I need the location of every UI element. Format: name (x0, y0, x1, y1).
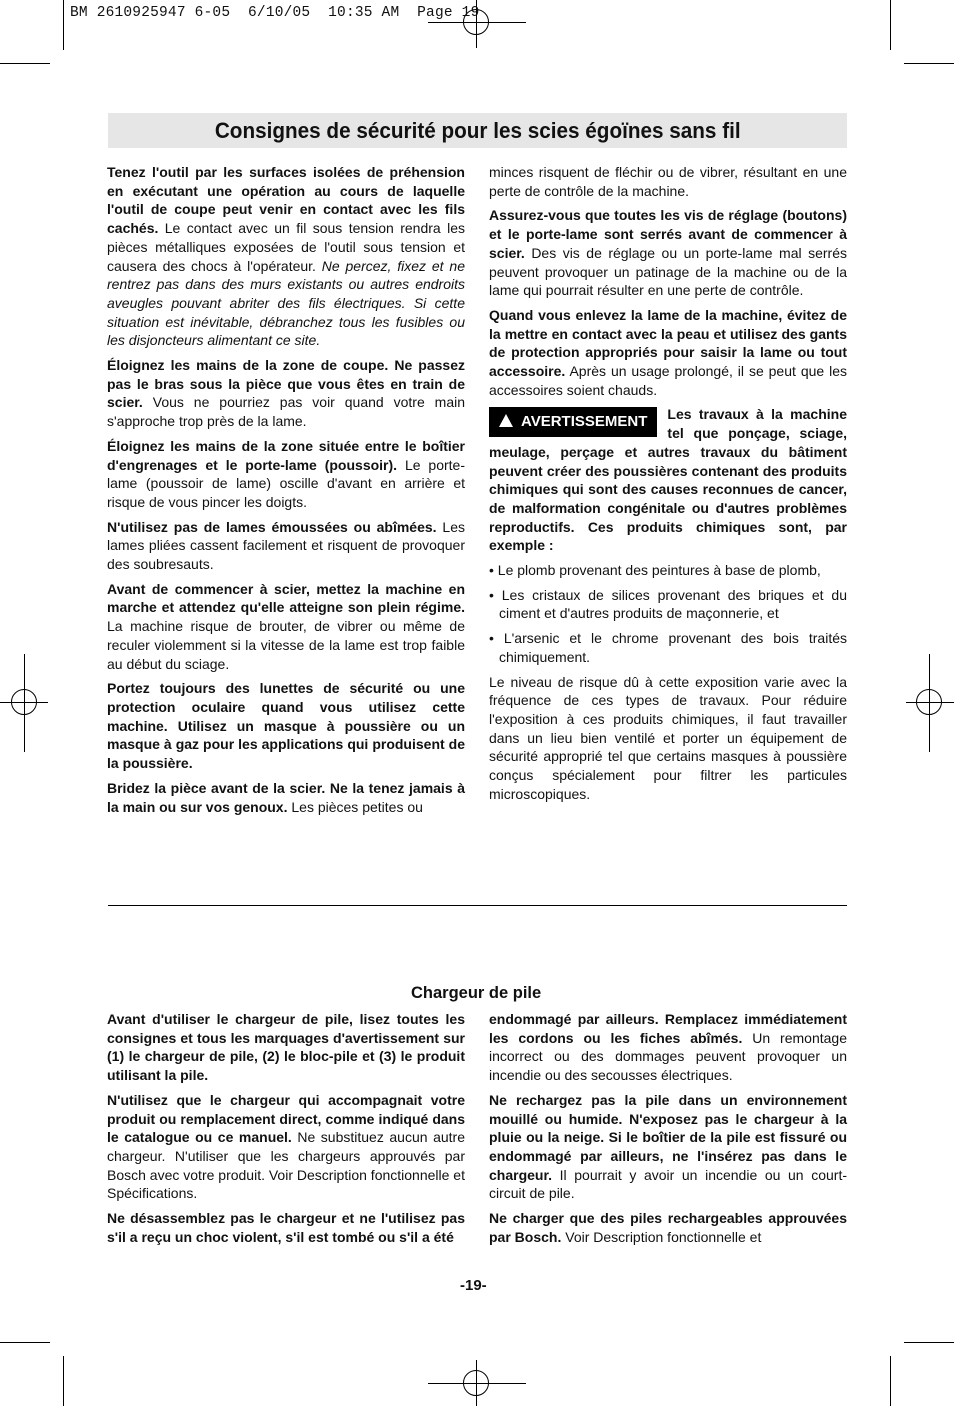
page-number: -19- (460, 1277, 487, 1294)
list-item: • Le plomb provenant des peintures à base de plomb, (489, 562, 821, 579)
paragraph (489, 1209, 847, 1246)
para-bold: Éloignez les mains de la zone située entre le boîtier d'engrenages et le porte-lame (poussoir). (107, 437, 465, 473)
warning-badge (489, 407, 657, 437)
paragraph (107, 518, 465, 574)
paragraph (489, 1010, 847, 1085)
para-bold: Ne charger que des piles rechargeables approuvées par Bosch. (489, 1210, 847, 1245)
paragraph (489, 206, 847, 300)
para-bold: Bridez la pièce avant de la scier. Ne la tenez jamais à la main ou sur vos genoux. (107, 779, 465, 815)
bottom-right-column (489, 1010, 847, 1252)
crop-mark (63, 0, 64, 50)
para-bold: Tenez l'outil par les surfaces isolées de préhension en exécutant une opération au cours de laquelle l'outil de coupe peut venir en contact avec les fils cachés. (107, 164, 465, 237)
section-heading: Chargeur de pile (411, 984, 542, 1002)
list-item: • L'arsenic et le chrome provenant des bois traités chimiquement. (489, 630, 847, 665)
paragraph (107, 580, 465, 674)
para-bold: Portez toujours des lunettes de sécurité ou une protection oculaire quand vous utilisez cette machine. Utilisez un masque à poussière ou un masque à gaz pour les applications qui produisent de la poussière. (107, 680, 465, 772)
para-text: Après un usage prolongé, il se peut que les accessoires soient chauds. (489, 363, 847, 398)
list-item: • Les cristaux de silices provenant des briques et du ciment et d'autres produits de maçonnerie, et (489, 586, 847, 622)
bottom-left-column (107, 1010, 465, 1252)
warning-triangle-icon (499, 414, 513, 427)
para-text: La machine risque de brouter, de vibrer ou même de reculer violemment si la vitesse de la lame est trop faible au début du sciage. (107, 618, 465, 672)
warning-text: Les travaux à la machine tel que ponçage, sciage, meulage, perçage et autres travaux du bâtiment peuvent créer des poussières contenant des produits chimiques qui sont des causes reconnues de cancer, de malformation congénitale ou d'autres problèmes reproductifs. Ces produits chimiques sont, par exemple : (489, 406, 847, 554)
para-bold: N'utilisez que le chargeur qui accompagnait votre produit ou remplacement direct, comme indiqué dans le catalogue ou ce manuel. (107, 1091, 465, 1146)
warning-label: AVERTISSEMENT (521, 413, 648, 431)
crop-mark (63, 1356, 64, 1406)
para-text: Voir Description fonctionnelle et (561, 1228, 762, 1245)
para-bold: Avant d'utiliser le chargeur de pile, lisez toutes les consignes et tous les marquages d'avertissement sur (1) le chargeur de pile, (2) le bloc-pile et (3) le produit utilisant la pile. (107, 1011, 465, 1084)
crop-mark (904, 1342, 954, 1343)
crop-mark (0, 63, 50, 64)
para-bold: Éloignez les mains de la zone de coupe. Ne passez pas le bras sous la pièce que vous êtes en train de scier. (107, 357, 465, 411)
para-text: Des vis de réglage ou un porte-lame mal serrés peuvent provoquer un patinage de la machine ou de la lame qui pourrait résulter en une perte de contrôle. (489, 244, 847, 299)
paragraph: minces risquent de fléchir ou de vibrer, résultant en une perte de contrôle de la machine. (489, 164, 847, 199)
para-bold: Ne désassemblez pas le chargeur et ne l'utilisez pas s'il a reçu un choc violent, s'il est tombé ou s'il a été (107, 1210, 465, 1245)
section-divider (108, 905, 847, 906)
crop-mark (904, 63, 954, 64)
para-bold: endommagé par ailleurs. Remplacez immédiatement les cordons ou les fiches abîmés. (489, 1011, 847, 1046)
para-text: Les lames pliées cassent facilement et risquent de provoquer des soubresauts. (107, 518, 466, 573)
crop-mark (890, 1356, 891, 1406)
para-text: Le contact avec un fil sous tension rendra les pièces métalliques exposées de l'outil sous tension et causera des chocs à l'opérateur. (107, 220, 465, 274)
registration-circle (463, 1370, 489, 1396)
paragraph (107, 779, 465, 816)
para-text: Vous ne pourriez pas voir quand votre main s'approche trop près de la lame. (107, 394, 465, 430)
title-bar (108, 113, 847, 148)
paragraph (107, 163, 465, 350)
paragraph (489, 306, 847, 400)
para-text: Le porte-lame (poussoir de lame) oscille d'avant en arrière et risque de vous pincer les doigts. (107, 456, 465, 510)
right-column (489, 163, 847, 810)
para-bold: Assurez-vous que toutes les vis de réglage (boutons) et le porte-lame sont serrés avant de commencer à scier. (489, 207, 847, 261)
para-bold: Quand vous enlevez la lame de la machine, évitez de la mettre en contact avec la peau et utilisez des gants de protection appropriés pour saisir la lame ou tout accessoire. (489, 306, 847, 380)
paragraph (107, 1209, 465, 1246)
crop-mark (890, 0, 891, 50)
paragraph (107, 356, 465, 431)
registration-circle (916, 689, 942, 715)
warning-paragraph (489, 405, 847, 555)
left-column (107, 163, 465, 822)
paragraph (107, 1010, 465, 1085)
para-text: Il pourrait y avoir un incendie ou un court-circuit de pile. (489, 1166, 847, 1202)
para-bold: Avant de commencer à scier, mettez la machine en marche et attendez qu'elle atteigne son plein régime. (107, 580, 465, 616)
para-text: Les pièces petites ou (287, 798, 423, 815)
para-italic: Ne percez, fixez et ne rentrez pas dans des murs existants ou autres endroits aveugles pouvant abriter des fils électriques. Si cette situation est inévitable, débranchez tous les fusibles ou les disjoncteurs alimentant ce site. (107, 257, 465, 349)
para-bold: Ne rechargez pas la pile dans un environnement mouillé ou humide. N'exposez pas le chargeur à la pluie ou la neige. Si le boîtier de la pile est fissuré ou endommagé par ailleurs, ne l'insérez pas dans le chargeur. (489, 1091, 847, 1183)
paragraph (489, 1091, 847, 1203)
crop-mark (0, 1342, 50, 1343)
para-bold: N'utilisez pas de lames émoussées ou abîmées. (107, 518, 437, 535)
print-slug: BM 2610925947 6-05 6/10/05 10:35 AM Page 19 (70, 5, 480, 21)
paragraph: Le niveau de risque dû à cette exposition varie avec la fréquence de ces types de travaux. Pour réduire l'exposition à ces produits chimiques, il faut travailler dans un lieu bien ventilé et porter un équipement de sécurité approprié tel que certains masques à poussière conçus spécialement pour filtrer les particules microscopiques. (489, 673, 847, 802)
registration-circle (11, 689, 37, 715)
para-text: Ne substituez aucun autre chargeur. N'utiliser que les chargeurs approuvés par Bosch avec votre produit. Voir Description fonctionnelle et Spécifications. (107, 1129, 465, 1202)
paragraph (107, 437, 465, 512)
para-text: Un remontage incorrect ou des dommages peuvent provoquer un incendie ou des secousses électriques. (489, 1029, 847, 1084)
paragraph (107, 1091, 465, 1203)
page-title: Consignes de sécurité pour les scies égoïnes sans fil (214, 117, 741, 143)
paragraph (107, 679, 465, 773)
